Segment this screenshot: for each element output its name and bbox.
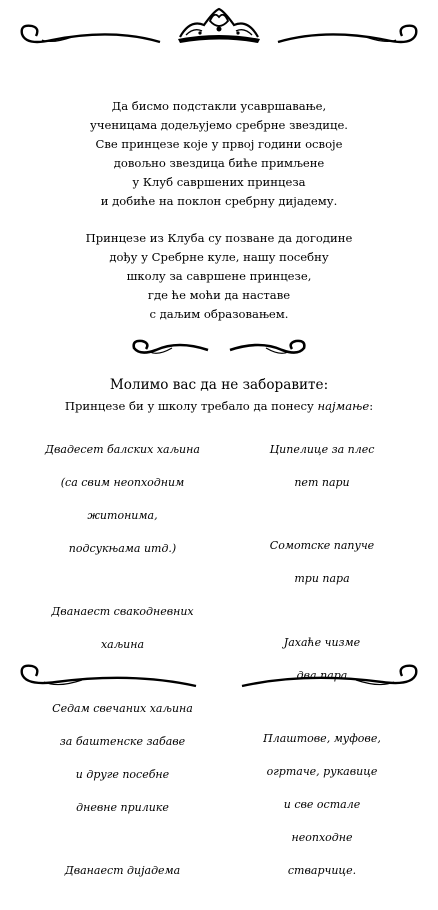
intro-line: ученицама додељујемо сребрне звездице. [90, 118, 348, 132]
flourish-corner-icon [276, 18, 426, 52]
list-item-line: хаљина [100, 638, 145, 651]
intro-line: Да бисмо подстакли усавршавање, [111, 99, 327, 113]
flourish-corner-icon [240, 660, 426, 694]
list-item-line: Јахаће чизме [283, 635, 361, 649]
list-item-line: подсукњама итд.) [68, 541, 177, 555]
reminder-subline [10, 398, 428, 414]
list-item-line: Дванаест свакодневних [51, 605, 194, 618]
tiara-ornament-icon [170, 5, 268, 45]
list-item-line: дневне прилике [76, 800, 169, 814]
list-item [222, 715, 422, 897]
list-item-line: Ципелице за плес [269, 442, 375, 456]
subline-end: : [369, 399, 374, 413]
intro-line: дођу у Сребрне куле, нашу посебну [109, 250, 329, 264]
list-item-line: Дванаест дијадема [64, 864, 181, 877]
intro-line: и добиће на поклон сребрну дијадему. [100, 194, 338, 208]
list-item-line: Сомотске папуче [269, 539, 375, 552]
list-item [20, 425, 225, 574]
list-item-line: (са свим неопходним [60, 475, 185, 489]
list-item [20, 588, 225, 671]
intro-text [20, 97, 418, 324]
subline-text: Принцезе би у школу требало да понесу [64, 399, 318, 413]
swirl-divider-icon [128, 336, 210, 362]
list-item-line: три пара [294, 572, 350, 585]
list-item-line: за баштенске забаве [59, 734, 186, 748]
list-item-line: стварчице. [287, 864, 357, 877]
list-item-line: и све остале [283, 798, 361, 811]
subline-emphasis: најмање [317, 399, 370, 413]
list-item [20, 847, 225, 897]
list-item-line: Двадесет балских хаљина [45, 442, 200, 456]
intro-line: довољно звездица биће примљене [113, 156, 325, 170]
swirl-divider-icon [228, 336, 310, 362]
list-item-line: и друге посебне [75, 767, 170, 781]
list-item-line: два пара [296, 668, 348, 682]
list-item-line: пет пари [294, 475, 350, 489]
flourish-corner-icon [12, 660, 198, 694]
list-item-line: житонима, [87, 508, 158, 522]
list-item [222, 522, 422, 605]
list-item [20, 684, 225, 833]
intro-line: Принцезе из Клуба су позване да догодине [85, 231, 353, 245]
intro-line: где ће моћи да наставе [147, 288, 291, 302]
list-item-line: огртаче, рукавице [266, 765, 378, 778]
intro-line: Све принцезе које у првој години освоје [95, 137, 343, 151]
intro-line: с даљим образовањем. [149, 307, 289, 321]
intro-line: школу за савршене принцезе, [126, 269, 312, 283]
list-item-line: неопходне [291, 831, 353, 844]
list-item [222, 425, 422, 508]
list-item-line: Седам свечаних хаљина [52, 701, 193, 715]
flourish-corner-icon [12, 18, 162, 52]
intro-line: у Клуб савршених принцеза [132, 175, 306, 189]
list-item-line: Плаштове, муфове, [263, 732, 381, 745]
reminder-heading: Молимо вас да не заборавите: [109, 377, 329, 393]
